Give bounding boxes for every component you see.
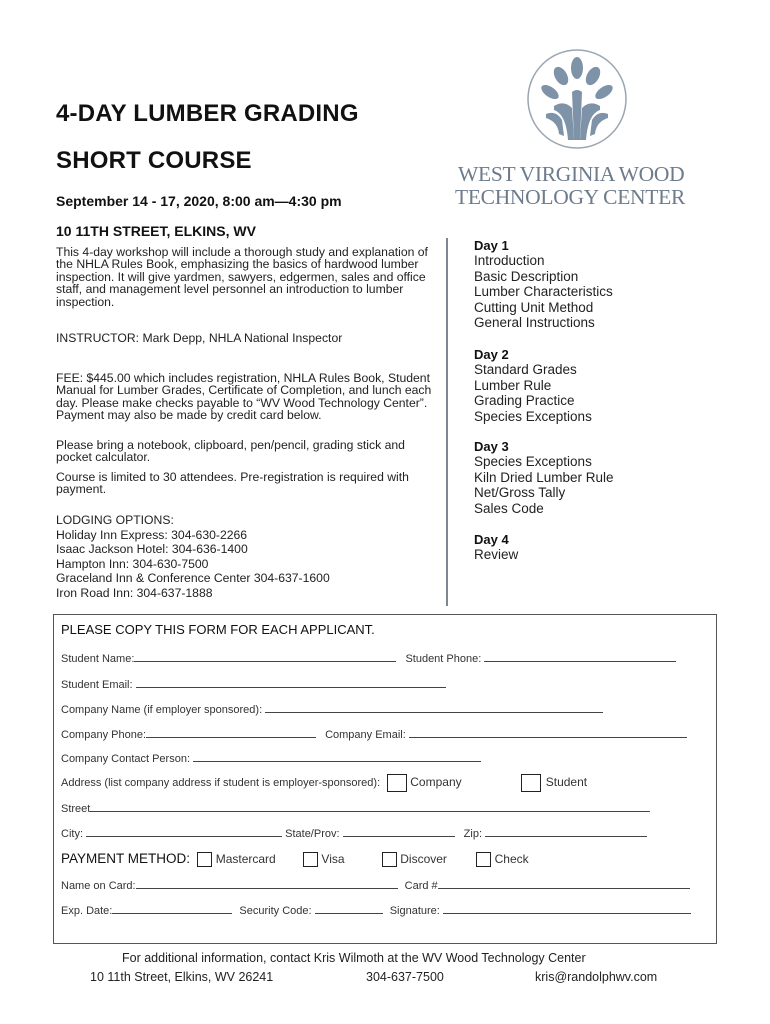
street-label: Street bbox=[61, 803, 91, 815]
column-divider bbox=[446, 238, 448, 606]
lodging-item: Holiday Inn Express: 304-630-2266 bbox=[56, 527, 248, 542]
bring-items-paragraph: Please bring a notebook, clipboard, pen/pencil, grading stick and pocket calculator. bbox=[56, 438, 405, 465]
name-on-card-field[interactable] bbox=[136, 879, 398, 889]
form-row-email bbox=[61, 678, 446, 691]
form-row-card bbox=[61, 879, 690, 892]
discover-checkbox[interactable] bbox=[382, 852, 397, 867]
company-phone-label: Company Phone: bbox=[61, 729, 146, 741]
form-heading: PLEASE COPY THIS FORM FOR EACH APPLICANT. bbox=[61, 622, 375, 637]
company-address-option-label: Company bbox=[410, 774, 462, 789]
schedule-item: Standard Grades bbox=[474, 362, 577, 377]
mastercard-checkbox[interactable] bbox=[197, 852, 212, 867]
lodging-title: LODGING OPTIONS: bbox=[56, 513, 174, 527]
schedule-item: General Instructions bbox=[474, 315, 595, 330]
schedule-item: Species Exceptions bbox=[474, 454, 592, 469]
title-line-1: 4-DAY LUMBER GRADING bbox=[56, 100, 359, 127]
day-heading: Day 3 bbox=[474, 439, 509, 454]
visa-label: Visa bbox=[321, 852, 345, 866]
form-row-street bbox=[61, 802, 650, 815]
student-phone-field[interactable] bbox=[484, 652, 676, 662]
security-code-label: Security Code: bbox=[239, 905, 312, 917]
payment-method-label: PAYMENT METHOD: bbox=[61, 851, 191, 866]
wvwtc-logo-emblem bbox=[526, 48, 628, 150]
logo-text-line-2: TECHNOLOGY CENTER bbox=[455, 185, 685, 209]
state-field[interactable] bbox=[343, 827, 455, 837]
card-number-field[interactable] bbox=[438, 879, 690, 889]
schedule-item: Kiln Dried Lumber Rule bbox=[474, 469, 614, 485]
title-line-2: SHORT COURSE bbox=[56, 147, 252, 174]
company-email-field[interactable] bbox=[409, 728, 687, 738]
day-heading: Day 4 bbox=[474, 532, 509, 547]
footer-email[interactable]: kris@randolphwv.com bbox=[535, 970, 658, 984]
signature-field[interactable] bbox=[443, 904, 691, 914]
day-heading: Day 2 bbox=[474, 347, 509, 362]
schedule-item: Basic Description bbox=[474, 268, 579, 284]
student-phone-label: Student Phone: bbox=[405, 653, 482, 665]
footer-info: For additional information, contact Kris Wilmoth at the WV Wood Technology Center bbox=[122, 951, 586, 965]
visa-checkbox[interactable] bbox=[303, 852, 318, 867]
schedule-item: Sales Code bbox=[474, 500, 544, 516]
exp-date-label: Exp. Date: bbox=[61, 905, 113, 917]
street-field[interactable] bbox=[90, 802, 650, 812]
zip-label: Zip: bbox=[463, 828, 483, 840]
city-field[interactable] bbox=[86, 827, 282, 837]
logo-text-line-1: WEST VIRGINIA WOOD bbox=[458, 162, 685, 186]
course-location: 10 11TH STREET, ELKINS, WV bbox=[56, 223, 256, 239]
lodging-item: Isaac Jackson Hotel: 304-636-1400 bbox=[56, 542, 248, 556]
zip-field[interactable] bbox=[485, 827, 647, 837]
contact-person-field[interactable] bbox=[193, 752, 481, 762]
instructor-line: INSTRUCTOR: Mark Depp, NHLA National Inspector bbox=[56, 331, 343, 345]
exp-date-field[interactable] bbox=[112, 904, 232, 914]
schedule-day-2 bbox=[474, 347, 724, 424]
student-email-label: Student Email: bbox=[61, 679, 133, 691]
security-code-field[interactable] bbox=[315, 904, 383, 914]
schedule-item: Lumber Characteristics bbox=[474, 284, 613, 299]
course-description: This 4-day workshop will include a thorough study and explanation of the NHLA Rules Book, emphasizing the basics of hardwood lumber inspection. It will give yardmen, sawyers, edgermen, sales and office staff, and management level personnel an introduction to lumber inspection. bbox=[56, 245, 428, 309]
name-on-card-label: Name on Card: bbox=[61, 880, 136, 892]
lodging-item: Iron Road Inn: 304-637-1888 bbox=[56, 585, 213, 600]
schedule-day-1 bbox=[474, 238, 724, 331]
company-email-label: Company Email: bbox=[325, 729, 406, 741]
contact-person-label: Company Contact Person: bbox=[61, 753, 191, 765]
mastercard-label: Mastercard bbox=[215, 852, 276, 866]
card-number-label: Card # bbox=[404, 880, 438, 892]
state-label: State/Prov: bbox=[285, 828, 340, 840]
student-address-option-label: Student bbox=[545, 774, 588, 789]
schedule-item: Review bbox=[474, 547, 519, 562]
signature-label: Signature: bbox=[389, 905, 440, 917]
company-phone-field[interactable] bbox=[146, 728, 316, 738]
student-name-field[interactable] bbox=[134, 652, 396, 662]
footer-address: 10 11th Street, Elkins, WV 26241 bbox=[90, 970, 274, 984]
schedule-item: Net/Gross Tally bbox=[474, 485, 566, 500]
form-row-city-state-zip bbox=[61, 827, 647, 840]
schedule-item: Grading Practice bbox=[474, 393, 575, 408]
footer-phone: 304-637-7500 bbox=[366, 970, 444, 984]
student-name-label: Student Name: bbox=[61, 653, 135, 665]
form-row-student bbox=[61, 652, 676, 665]
form-row-company-contact bbox=[61, 728, 687, 741]
lodging-item: Graceland Inn & Conference Center 304-637-1600 bbox=[56, 571, 330, 585]
schedule-item: Introduction bbox=[474, 253, 545, 268]
schedule-item: Cutting Unit Method bbox=[474, 299, 594, 315]
company-name-label: Company Name (if employer sponsored): bbox=[61, 704, 263, 716]
day-heading: Day 1 bbox=[474, 238, 509, 253]
company-address-checkbox[interactable] bbox=[387, 774, 407, 792]
schedule-day-4 bbox=[474, 532, 724, 563]
schedule-item: Lumber Rule bbox=[474, 377, 552, 393]
form-row-company-name bbox=[61, 703, 603, 716]
city-label: City: bbox=[61, 828, 83, 840]
check-payment-checkbox[interactable] bbox=[476, 852, 491, 867]
discover-label: Discover bbox=[400, 852, 447, 866]
company-name-field[interactable] bbox=[265, 703, 603, 713]
schedule-day-3 bbox=[474, 439, 724, 516]
lodging-item: Hampton Inn: 304-630-7500 bbox=[56, 556, 209, 571]
form-row-exp-security-signature bbox=[61, 904, 691, 917]
form-row-address-type bbox=[61, 774, 587, 792]
fee-paragraph: FEE: $445.00 which includes registration, NHLA Rules Book, Student Manual for Lumber Grades, Certificate of Completion, and lunch each day. Please make checks payable to “WV Wood Technology Center”. Payment may also be made by credit card below. bbox=[56, 371, 432, 423]
course-dates: September 14 - 17, 2020, 8:00 am—4:30 pm bbox=[56, 193, 342, 209]
student-address-checkbox[interactable] bbox=[521, 774, 541, 792]
form-row-payment-method bbox=[61, 851, 529, 867]
lodging-section bbox=[56, 513, 441, 600]
form-row-contact-person bbox=[61, 752, 481, 765]
attendee-limit-paragraph: Course is limited to 30 attendees. Pre-registration is required with payment. bbox=[56, 470, 409, 497]
check-payment-label: Check bbox=[494, 852, 529, 866]
address-type-label: Address (list company address if student is employer-sponsored): bbox=[61, 776, 381, 789]
student-email-field[interactable] bbox=[136, 678, 446, 688]
schedule-item: Species Exceptions bbox=[474, 408, 592, 424]
